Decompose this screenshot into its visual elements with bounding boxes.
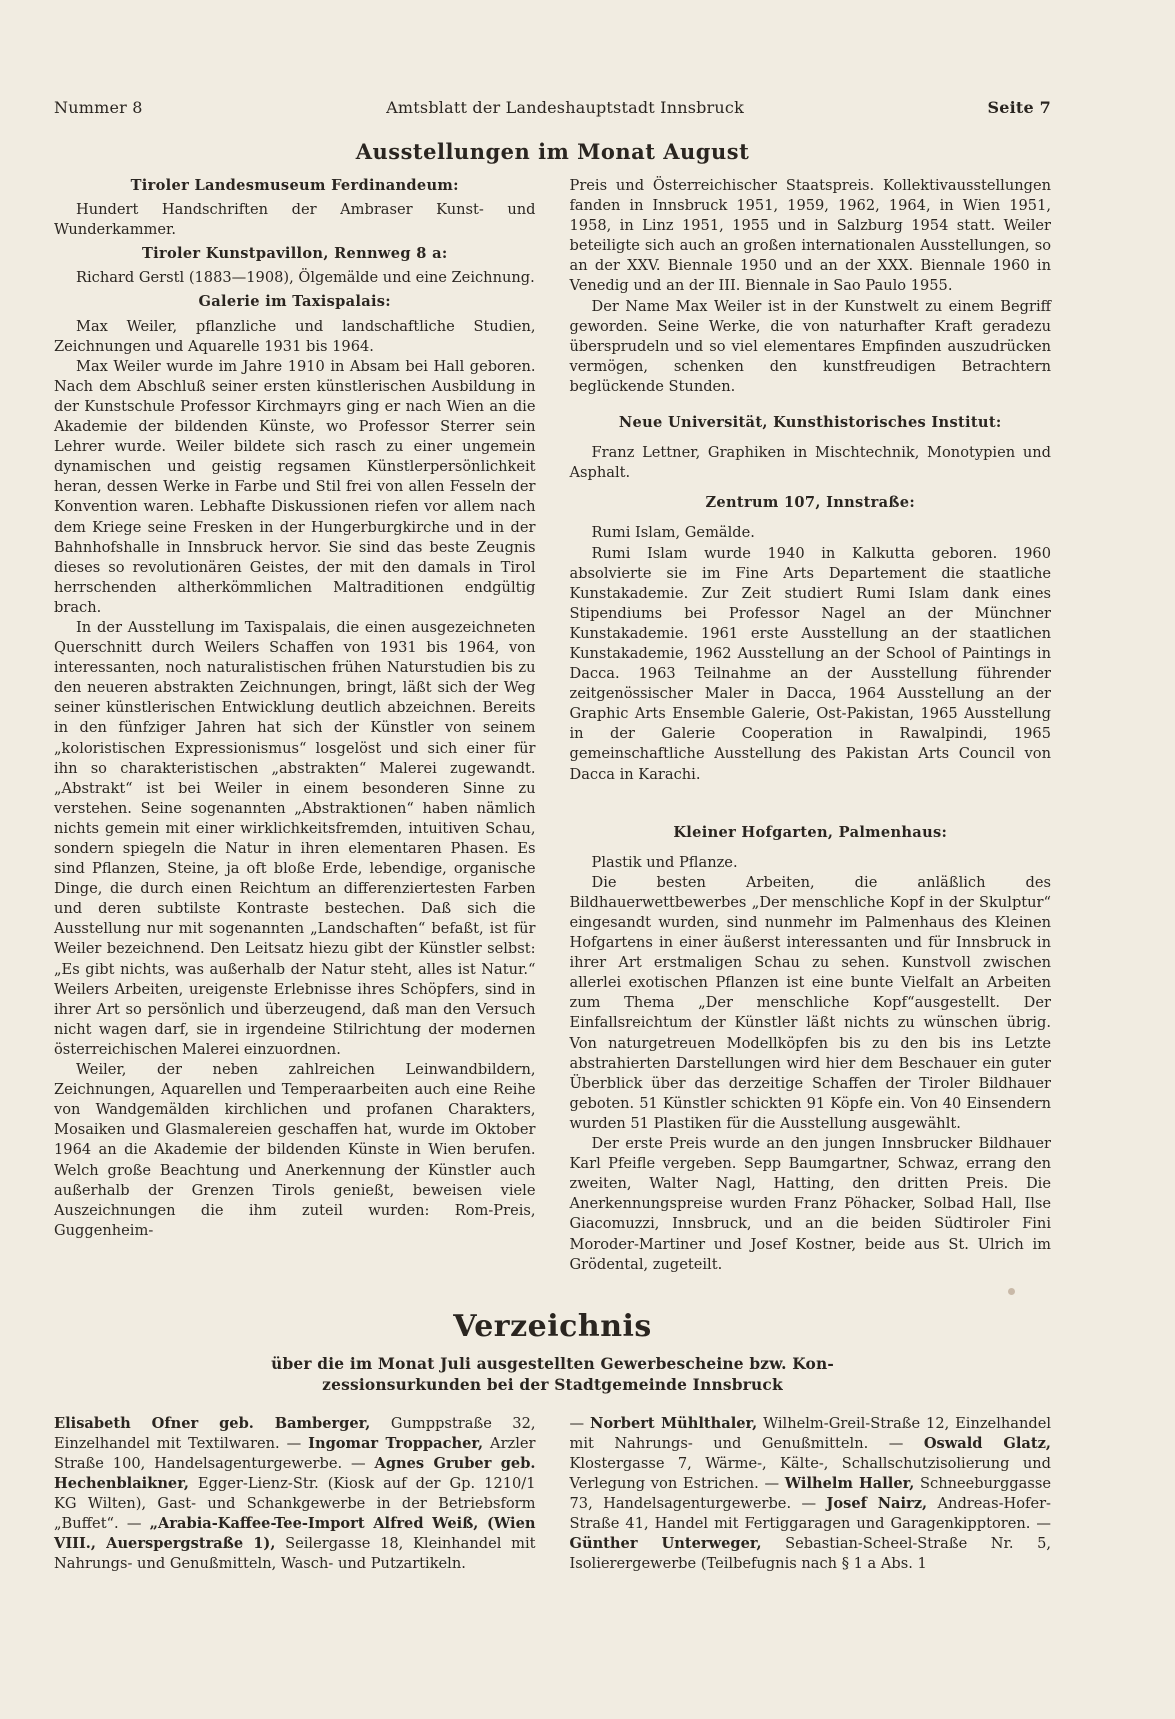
register-entries [54,1414,536,1575]
license-holder-name: Josef Nairz, [826,1495,928,1513]
article-paragraph: Rumi Islam wurde 1940 in Kalkutta geboren. 1960 absolvierte sie im Fine Arts Departement die staatliche Kunstakademie. Zur Zeit studiert Rumi Islam dank eines Stipendiums bei Professor Nagel an der Münchner Kunstakademie. 1961 erste Ausstellung an der staatlichen Kunstakademie, 1962 Ausstellung an der School of Paintings in Dacca. 1963 Teilnahme an der Ausstellung führender zeitgenössischer Maler in Dacca, 1964 Ausstellung an der Graphic Arts Ensemble Galerie, Ost-Pakistan, 1965 Ausstellung in der Galerie Cooperation in Rawalpindi, 1965 gemeinschaftliche Ausstellung des Pakistan Arts Council von Dacca in Karachi. [569,544,1051,783]
article-paragraph: Der erste Preis wurde an den jungen Innsbrucker Bildhauer Karl Pfeifle vergeben. Sepp Baumgartner, Schwaz, errang den zweiten, Walter Nagl, Hatting, den dritten Preis. Die Anerkennungspreise wurden Franz Pöhacker, Solbad Hall, Ilse Giacomuzzi, Innsbruck, und an die beiden Südtiroler Fini Moroder-Martiner und Josef Kostner, beide aus St. Ulrich im Grödental, zugeteilt. [569,1135,1051,1273]
venue-description: Hundert Handschriften der Ambraser Kunst- und Wunderkammer. [54,201,536,239]
venue-heading: Galerie im Taxispalais: [198,293,391,311]
register-columns [54,1414,1051,1575]
publication-title: Amtsblatt der Landeshauptstadt Innsbruck [386,98,744,117]
venue-heading: Kleiner Hofgarten, Palmenhaus: [673,823,948,841]
print-speck [1008,1288,1015,1295]
license-holder-name: Norbert Mühlthaler, [589,1414,758,1432]
venue-description: Plastik und Pflanze. [591,853,738,871]
exhibitions-title: Ausstellungen im Monat August [355,139,750,164]
venue-description: Rumi Islam, Gemälde. [591,524,755,542]
exhibitions-left-column [54,176,536,1275]
venue-heading: Neue Universität, Kunsthistorisches Institut: [618,414,1002,432]
license-details: Gumppstraße 32, Einzelhandel mit Textilwaren. — [54,1414,536,1452]
exhibitions-right-column [570,176,1052,1275]
venue-description: Franz Lettner, Graphiken in Mischtechnik, Monotypien und Asphalt. [569,444,1051,482]
license-details: Seilergasse 18, Kleinhandel mit Nahrungs- und Genußmitteln, Wasch- und Putzartikeln. [54,1535,536,1573]
venue-description: Max Weiler, pflanzliche und landschaftliche Studien, Zeichnungen und Aquarelle 1931 bis 1964. [54,317,536,355]
license-details: Sebastian-Scheel-Straße Nr. 5, Isolierergewerbe (Teilbefugnis nach § 1 a Abs. 1 [569,1535,1052,1573]
article-paragraph: Weiler, der neben zahlreichen Leinwandbildern, Zeichnungen, Aquarellen und Temperaarbeiten auch eine Reihe von Wandgemälden kirchlichen und profanen Charakters, Mosaiken und Glasmalereien geschaffen hat, wurde im Oktober 1964 an die Akademie der bildenden Künste in Wien berufen. Welch große Beachtung und Anerkennung der Künstler auch außerhalb der Grenzen Tirols genießt, beweisen viele Auszeichnungen die ihm zuteil wurden: Rom-Preis, Guggenheim- [54,1061,536,1239]
license-holder-name: Günther Unterweger, [569,1535,762,1553]
license-holder-name: „Arabia-Kaffee-Tee-Import Alfred Weiß, (Wien VIII., Auerspergstraße 1), [54,1515,536,1553]
license-holder-name: Oswald Glatz, [923,1434,1051,1452]
license-holder-name: Ingomar Troppacher, [308,1434,484,1452]
article-paragraph: Die besten Arbeiten, die anläßlich des Bildhauerwettbewerbes „Der menschliche Kopf in der Skulptur“ eingesandt wurden, sind nunmehr im Palmenhaus des Kleinen Hofgartens in einer äußerst interessanten und für Innsbruck in ihrer Art erstmaligen Schau zu sehen. Kunstvoll zwischen allerlei exotischen Pflanzen ist eine bunte Vielfalt an Arbeiten zum Thema „Der menschliche Kopf“ausgestellt. Der Einfallsreichtum der Künstler läßt nichts zu wünschen übrig. Von naturgetreuen Modellköpfen bis zu den bis ins Letzte abstrahierten Darstellungen wird hier dem Beschauer ein guter Überblick über das derzeitige Schaffen der Tiroler Bildhauer geboten. 51 Künstler schickten 91 Köpfe ein. Von 40 Einsendern wurden 51 Plastiken für die Ausstellung ausgewählt. [569,873,1051,1132]
license-details: Wilhelm-Greil-Straße 12, Einzelhandel mit Nahrungs- und Genußmitteln. — [569,1414,1051,1452]
article-paragraph: In der Ausstellung im Taxispalais, die einen ausgezeichneten Querschnitt durch Weilers Schaffen von 1931 bis 1964, von interessanten, noch naturalistischen frühen Naturstudien bis zu den neueren abstrakten Zeichnungen, bringt, läßt sich der Weg seiner künstlerischen Entwicklung deutlich abzeichnen. Bereits in den fünfziger Jahren hat sich der Künstler von seinem „koloristischen Expressionismus“ losgelöst und sich einer für ihn so charakteristischen „abstrakten“ Malerei zugewandt. „Abstrakt“ ist bei Weiler in einem besonderen Sinne zu verstehen. Seine sogenannten „Abstraktionen“ haben nämlich nichts gemein mit einer wirklichkeitsfremden, intuitiven Schau, sondern spiegeln die Natur in ihren elementaren Phasen. Es sind Pflanzen, Steine, ja oft bloße Erde, lebendige, organische Dinge, die durch einen Reichtum an differenziertesten Farben und deren subtilste Kontraste bestechen. Daß sich die Ausstellung nur mit sogenannten „Landschaften“ befaßt, ist für Weiler bezeichnend. Den Leitsatz hiezu gibt der Künstler selbst: „Es gibt nichts, was außerhalb der Natur steht, alles ist Natur.“ Weilers Arbeiten, ureigenste Erlebnisse ihres Schöpfers, sind in ihrer Art so persönlich und überzeugend, daß man den Versuch nicht wagen darf, sie in irgendeine Stilrichtung der modernen österreichischen Malerei einzuordnen. [54,618,536,1058]
venue-heading: Zentrum 107, Innstraße: [705,494,916,512]
page-number: Seite 7 [987,98,1051,117]
license-holder-name: Wilhelm Haller, [784,1474,915,1492]
register-subtitle-line: zessionsurkunden bei der Stadtgemeinde Innsbruck [322,1375,783,1394]
article-paragraph: Max Weiler wurde im Jahre 1910 in Absam bei Hall geboren. Nach dem Abschluß seiner ersten künstlerischen Ausbildung in der Kunstschule Professor Kirchmayrs ging er nach Wien an die Akademie der bildenden Künste, wo Professor Sterrer sein Lehrer wurde. Weiler bildete sich rasch zu einer ungemein dynamischen und geistig regsamen Künstlerpersönlichkeit heran, dessen Werke in Farbe und Stil frei von allen Fesseln der Konvention waren. Lebhafte Diskussionen riefen vor allem nach dem Kriege seine Fresken in der Hungerburgkirche und in der Bahnhofshalle in Innsbruck hervor. Sie sind das beste Zeugnis dieses so revolutionären Geistes, der mit den damals in Tirol herrschenden altherkömmlichen Maltraditionen endgültig brach. [54,357,536,616]
register-title: Verzeichnis [453,1308,652,1344]
license-details: Arzler Straße 100, Handelsagenturgewerbe. — [54,1434,536,1472]
license-details: Andreas-Hofer-Straße 41, Handel mit Fertiggaragen und Garagenkipptoren. — [569,1495,1051,1533]
exhibitions-columns [54,176,1051,1275]
register-subtitle-line: über die im Monat Juli ausgestellten Gewerbescheine bzw. Kon- [271,1354,834,1373]
article-paragraph: Preis und Österreichischer Staatspreis. Kollektivausstellungen fanden in Innsbruck 1951, 1959, 1962, 1964, in Wien 1951, 1958, in Linz 1951, 1955 und in Salzburg 1954 statt. Weiler beteiligte sich auch an großen internationalen Ausstellungen, so an der XXV. Biennale 1950 und an der XXX. Biennale 1960 in Venedig und an der III. Biennale in Sao Paulo 1955. [569,177,1051,295]
license-holder-name: Elisabeth Ofner geb. Bamberger, [54,1414,371,1432]
running-head [54,98,1051,117]
register-right-column [570,1414,1052,1575]
license-details: Schneeburggasse 73, Handelsagenturgewerbe. — [569,1474,1051,1513]
issue-number: Nummer 8 [54,98,143,117]
register-entries [570,1414,1052,1575]
article-paragraph: Der Name Max Weiler ist in der Kunstwelt zu einem Begriff geworden. Seine Werke, die von naturhafter Kraft geradezu übersprudeln und so viel elementares Empfinden auszudrücken vermögen, schenken den kunstfreudigen Betrachtern beglückende Stunden. [569,297,1051,395]
license-details: Egger-Lienz-Str. (Kiosk auf der Gp. 1210/1 KG Wilten), Gast- und Schankgewerbe in der Betriebsform „Buffet“. — [54,1474,536,1533]
license-details: — [569,1414,590,1432]
license-holder-name: Agnes Gruber geb. Hechenblaikner, [54,1454,536,1492]
license-details: Klostergasse 7, Wärme-, Kälte-, Schallschutzisolierung und Verlegung von Estrichen. — [569,1454,1051,1492]
venue-description: Richard Gerstl (1883—1908), Ölgemälde und eine Zeichnung. [76,269,535,287]
register-subtitle [54,1354,1051,1396]
register-left-column [54,1414,536,1575]
venue-heading: Tiroler Landesmuseum Ferdinandeum: [130,177,459,194]
venue-heading: Tiroler Kunstpavillon, Rennweg 8 a: [141,245,448,263]
